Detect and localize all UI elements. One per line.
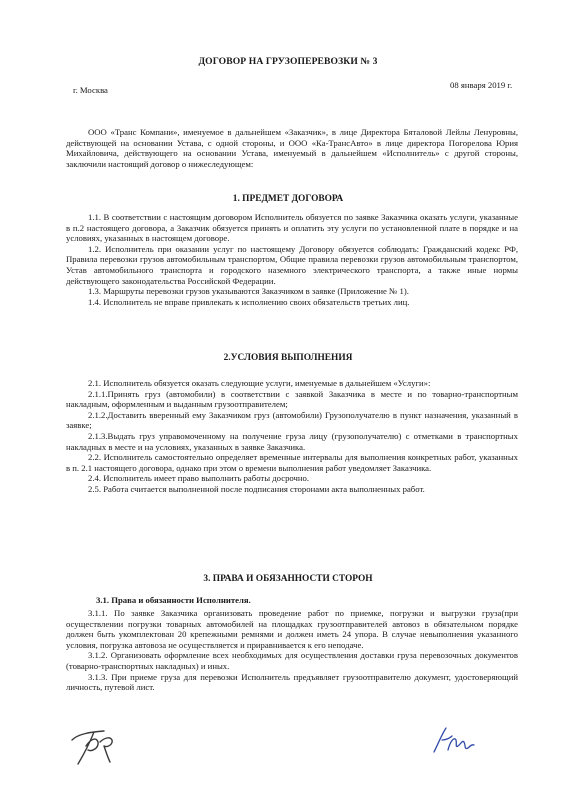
signature-left-stroke (72, 731, 112, 764)
paragraph: 1.2. Исполнитель при оказании услуг по настоящему Договору обязуется соблюдать: Гражданский кодекс РФ, Правила перевозки грузов автомобильным транспортом, Общие правила перевозки грузов автомобильным транспортом, Устав автомобильного транспорта и городского наземного электрического транспорта, а также иные нормы действующего законодательства Российской Федерации. (66, 243, 518, 286)
paragraph: 2.2. Исполнитель самостоятельно определяет временные интервалы для выполнения конкретных работ, указанных в п. 2.1 настоящего договора, однако при этом о времени выполнения работ уведомляет Заказчика. (66, 452, 518, 473)
paragraph: 2.1.1.Принять груз (автомобили) в соответствии с заявкой Заказчика в месте и по товарно-транспортным накладным, оформленным и выданным грузоотправителем; (66, 388, 518, 410)
preamble (66, 127, 518, 169)
paragraph: 1.1. В соответствии с настоящим договором Исполнитель обязуется по заявке Заказчика оказать услуги, указанные в п.2 настоящего договора, а Заказчик обязуется принять и оплатить эту услуги по установленной плате в порядке и на условиях, указанных в настоящем договоре. (66, 212, 518, 244)
paragraph: 2.1.2.Доставить вверенный ему Заказчиком груз (автомобили) Грузополучателю в пункт назначения, указанный в заявке; (66, 409, 518, 431)
signature-right (428, 722, 478, 762)
preamble-text: ООО «Транс Компани», именуемое в дальнейшем «Заказчик», в лице Директора Бяталовой Лейлы Ленуровны, действующей на основании Устава, с одной стороны, и ООО «Ка-ТрансАвто» в лице директора Погорелова Юрия Михайловича, действующего на основании Устава, именуемый в дальнейшем «Исполнитель» с другой стороны, заключили настоящий договор о нижеследующем: (66, 127, 518, 169)
section-1-body (66, 212, 518, 307)
section-2-body (66, 378, 518, 495)
paragraph: 2.1. Исполнитель обязуется оказать следующие услуги, именуемые в дальнейшем «Услуги»: (88, 378, 431, 388)
paragraph: 3.1.2. Организовать оформление всех необходимых для осуществления доставки груза перевозочных документов (товарно-транспортных накладных) и иных. (66, 650, 518, 671)
signature-right-stroke (434, 728, 474, 752)
document-title: ДОГОВОР НА ГРУЗОПЕРЕВОЗКИ № 3 (198, 56, 378, 67)
signature-left (64, 722, 124, 770)
paragraph: 2.1.3.Выдать груз управомоченному на получение груза лицу (грузополучателю) с отметками в транспортных накладных в месте и на условиях, указанных в заявке Заказчика. (66, 430, 518, 452)
section-3-heading: 3. ПРАВА И ОБЯЗАННОСТИ СТОРОН (203, 574, 373, 584)
section-3-body (66, 608, 518, 693)
paragraph: 3.1.1. По заявке Заказчика организовать проведение работ по приемке, погрузки и выгрузки груза(при осуществлении погрузки товарных автомобилей на площадках грузоотправителей автовоз в обязательном порядке должен быть укомплектован 20 крепежными ремнями и должен иметь 24 упора. В случае невыполнения указанного условия, погрузка автовоза не осуществляется и приравнивается к его неподаче. (66, 608, 518, 650)
paragraph: 1.3. Маршруты перевозки грузов указываются Заказчиком в заявке (Приложение № 1). (88, 286, 409, 297)
section-3-subheading: 3.1. Права и обязанности Исполнителя. (96, 595, 251, 605)
city: г. Москва (73, 85, 108, 95)
section-1-heading: 1. ПРЕДМЕТ ДОГОВОРА (232, 194, 344, 204)
paragraph: 2.4. Исполнитель имеет право выполнить работы досрочно. (88, 473, 310, 484)
paragraph: 1.4. Исполнитель не вправе привлекать к исполнению своих обязательств третьих лиц. (88, 296, 410, 307)
paragraph: 2.5. Работа считается выполненной после подписания сторонами акта выполненных работ. (88, 483, 425, 494)
section-2-heading: 2.УСЛОВИЯ ВЫПОЛНЕНИЯ (223, 353, 353, 363)
paragraph: 3.1.3. При приеме груза для перевозки Исполнитель предъявляет грузоотправителю документ, удостоверяющий личность, путевой лист. (66, 671, 518, 693)
contract-date: 08 января 2019 г. (450, 80, 513, 90)
